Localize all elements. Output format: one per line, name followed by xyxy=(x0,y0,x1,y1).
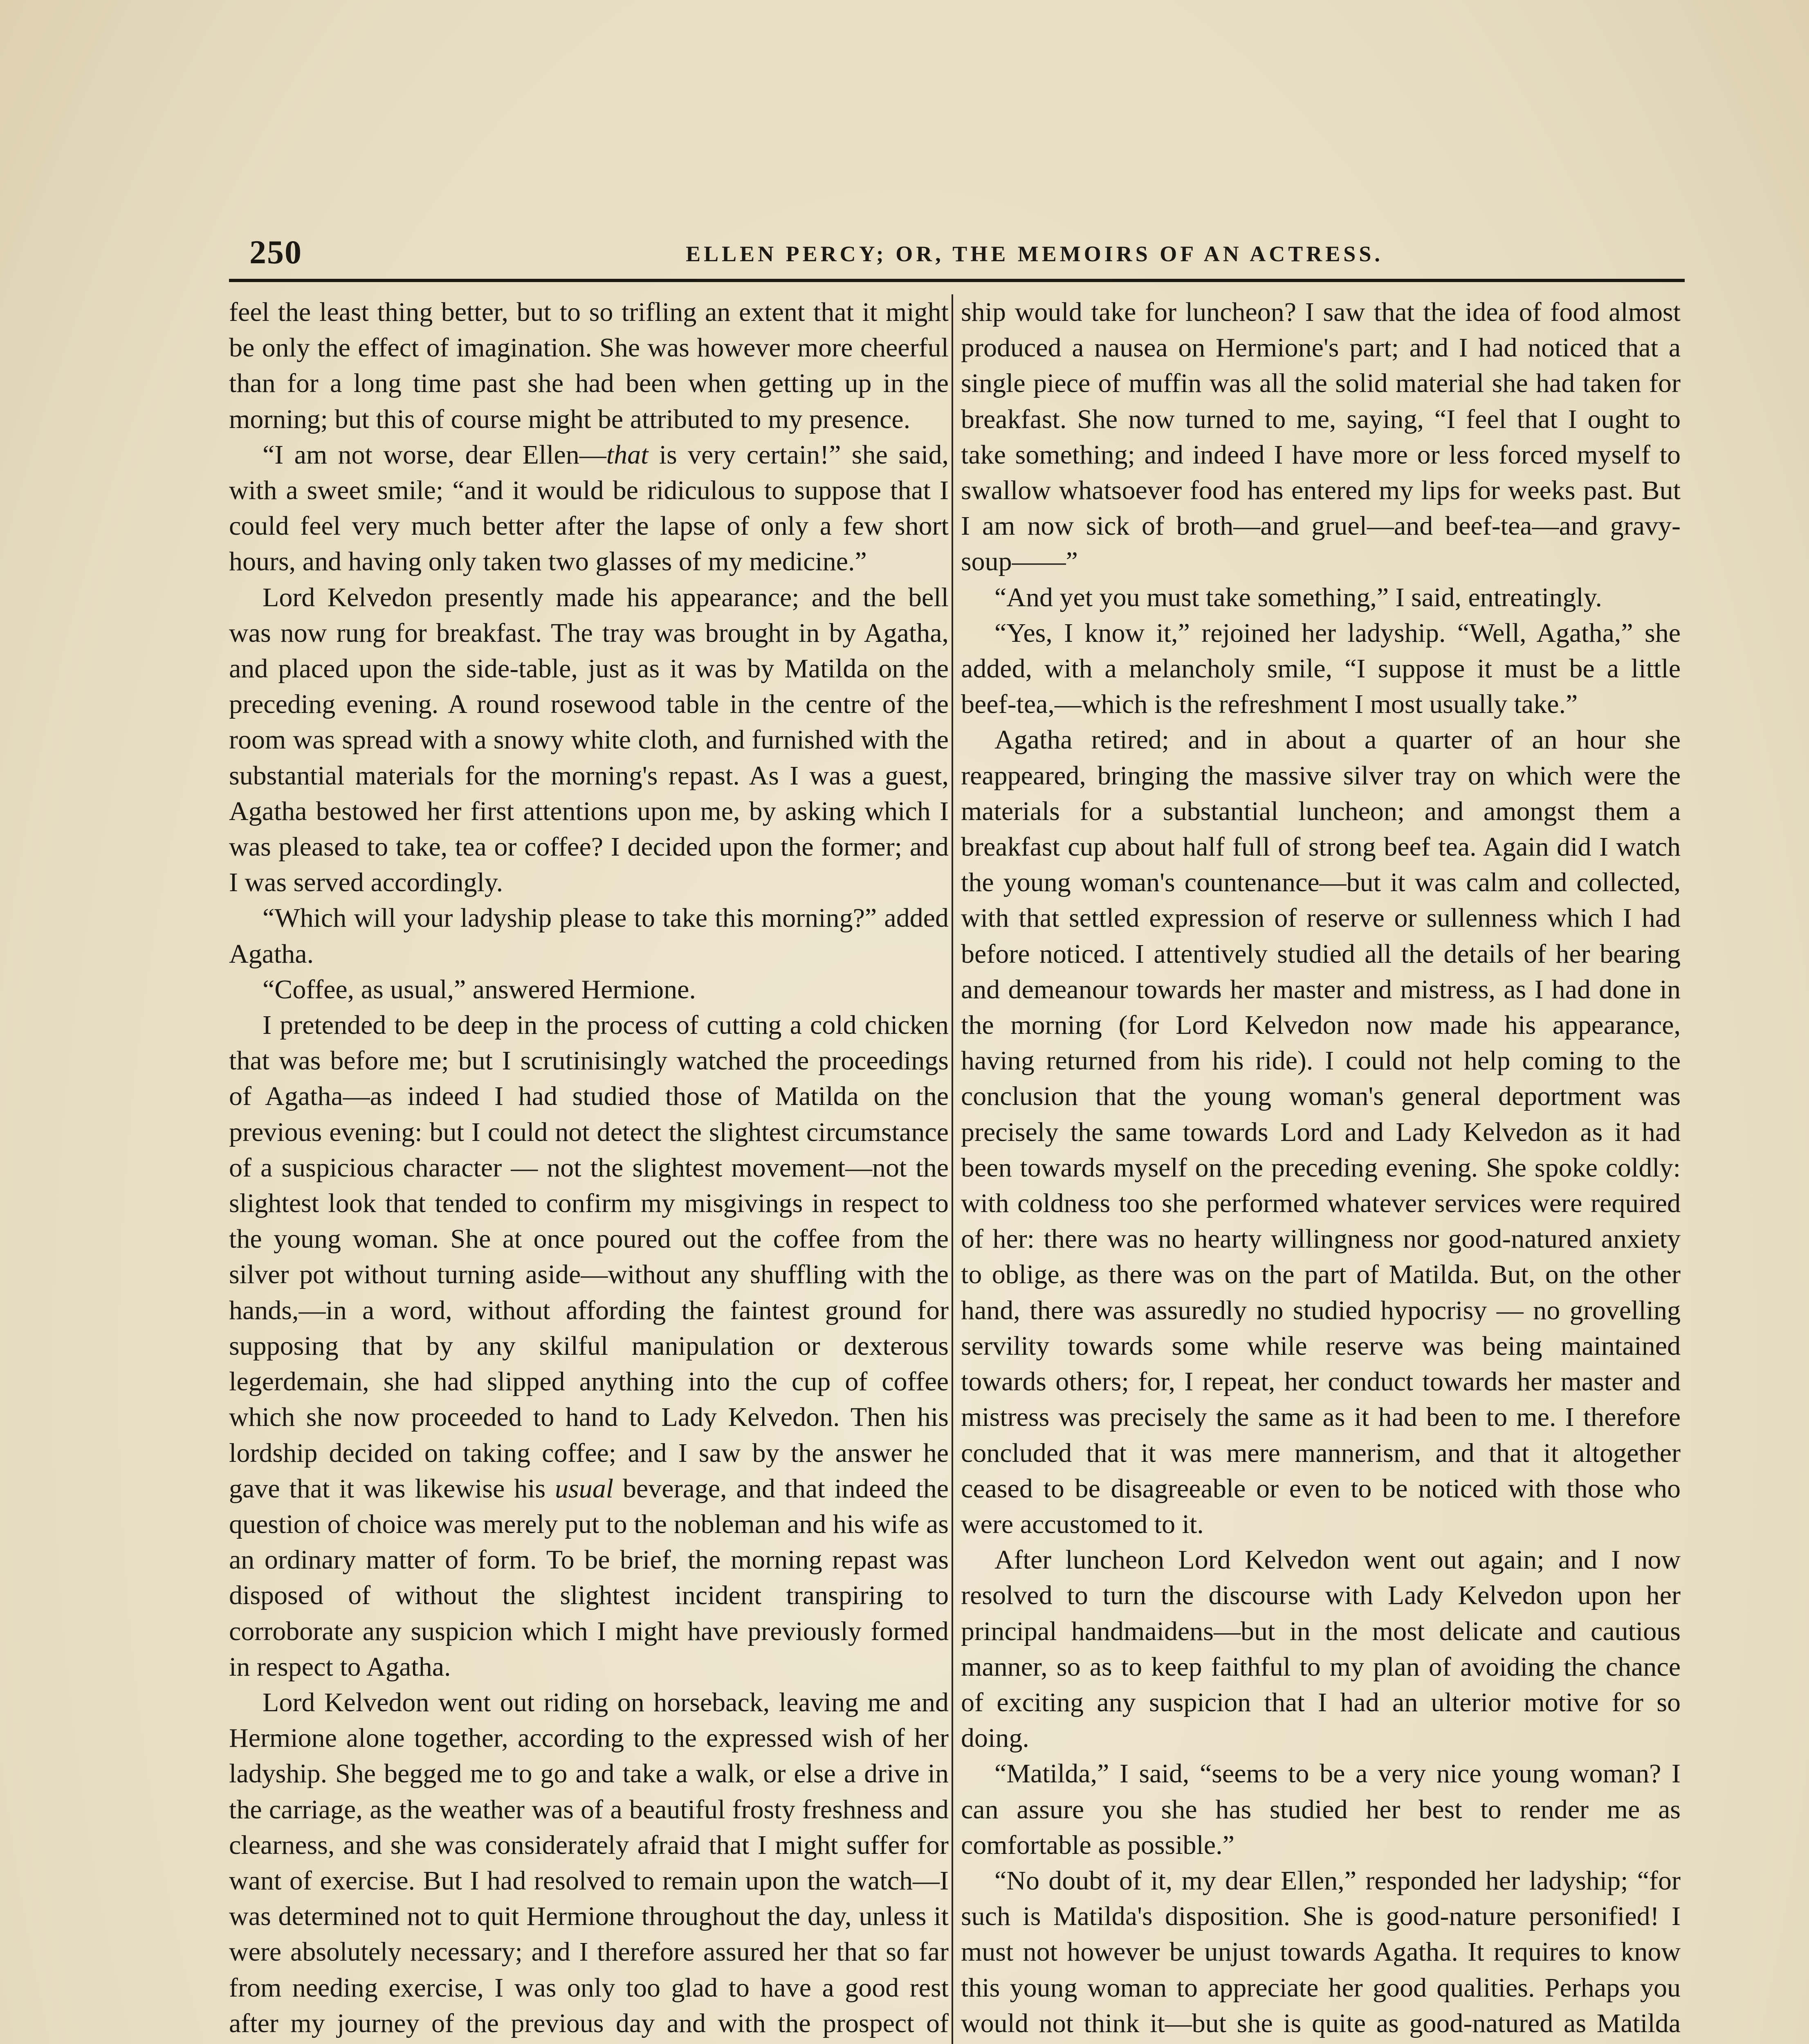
column-divider xyxy=(952,294,953,2044)
paragraph: ship would take for luncheon? I saw that the idea of food almost produced a nausea on Hermione's part; and I had noticed that a single piece of muffin was all the solid material she had taken for breakfast. She now turned to me, saying, “I feel that I ought to take something; and indeed I have more or less forced myself to swallow whatsoever food has entered my lips for weeks past. But I am now sick of broth—and gruel—and beef-tea—and gravy-soup——” xyxy=(961,297,1681,577)
paragraph: “Yes, I know it,” rejoined her ladyship. “Well, Agatha,” she added, with a melancholy smile, “I suppose it must be a little beef-tea,—which is the refreshment I most usually take.” xyxy=(961,618,1681,719)
paragraph xyxy=(229,437,949,580)
paragraph: “Matilda,” I said, “seems to be a very nice young woman? I can assure you she has studied her best to render me as comfortable as possible.” xyxy=(961,1759,1681,1860)
italic-text: usual xyxy=(555,1473,614,1504)
paragraph: Lord Kelvedon went out riding on horseback, leaving me and Hermione alone together, according to the expressed wish of her ladyship. She begged me to go and take a walk, or else a drive in the carriage, as the weather was of a beautiful frosty freshness and clearness, and she was considerately afraid that I might suffer for want of exercise. But I had resolved to remain upon the watch—I was determined not to quit Hermione throughout the day, unless it were absolutely necessary; and I therefore assured her that so far from needing exercise, I was only too glad to have a good rest after my journey of the previous day and with the prospect of xyxy=(229,1687,949,2038)
paragraph: “Coffee, as usual,” answered Hermione. xyxy=(263,974,696,1004)
text-run: I pretended to be deep in the process of cutting a cold chicken that was before me; but I scrutinisingly watched the proceedings of Agatha—as indeed I had studied those of Matilda on the previous evening: but I could not detect the slightest circumstance of a suspicious character — not the slightest movement—not the slightest look that tended to confirm my misgivings in respect to the young woman. She at once poured out the coffee from the silver pot without turning aside—without any shuffling with the hands,—in a word, without affording the faintest ground for supposing that by any skilful manipulation or dexterous legerdemain, she had slipped anything into the cup of coffee which she now proceeded to hand to Lady Kelvedon. Then his lordship decided on taking coffee; and I saw by the answer he gave that it was likewise his xyxy=(229,1010,949,1504)
page-header xyxy=(229,229,1685,274)
paragraph: Lord Kelvedon presently made his appearance; and the bell was now rung for breakfast. The tray was brought in by Agatha, and placed upon the side-table, just as it was by Matilda on the preceding evening. A round rosewood table in the centre of the room was spread with a snowy white cloth, and furnished with the substantial materials for the morning's repast. As I was a guest, Agatha bestowed her first attentions upon me, by asking which I was pleased to take, tea or coffee? I decided upon the former; and I was served accordingly. xyxy=(229,582,949,898)
running-title: ELLEN PERCY; OR, THE MEMOIRS OF AN ACTRESS. xyxy=(686,242,1383,266)
page-number: 250 xyxy=(249,233,302,271)
header-rule xyxy=(229,279,1685,282)
paragraph: After luncheon Lord Kelvedon went out again; and I now resolved to turn the discourse with Lady Kelvedon upon her principal handmaidens—but in the most delicate and cautious manner, so as to keep faithful to my plan of avoiding the chance of exciting any suspicion that I had an ulterior motive for so doing. xyxy=(961,1545,1681,1753)
text-run: “I am not worse, dear Ellen— xyxy=(263,439,606,470)
paragraph: “No doubt of it, my dear Ellen,” responded her ladyship; “for such is Matilda's disposition. She is good-nature personified! I must not however be unjust towards Agatha. It requires to know this young woman to appreciate her good qualities. Perhaps you would not think it—but she is quite as good-natured as Matilda xyxy=(961,1865,1681,2038)
italic-text: that xyxy=(606,439,649,470)
paragraph xyxy=(229,1007,949,1685)
left-column xyxy=(229,294,949,2044)
paragraph: “Which will your ladyship please to take this morning?” added Agatha. xyxy=(229,903,949,969)
paragraph: feel the least thing better, but to so trifling an extent that it might be only the effect of imagination. She was however more cheerful than for a long time past she had been when getting up in the morning; but this of course might be attributed to my presence. xyxy=(229,297,949,434)
text-run: is very certain!” she said, with a sweet smile; “and it would be ridiculous to suppose that I could feel very much better after the lapse of only a few short hours, and having only taken two glasses of my medicine.” xyxy=(229,439,949,577)
paragraph: Agatha retired; and in about a quarter of an hour she reappeared, bringing the massive silver tray on which were the materials for a substantial luncheon; and amongst them a breakfast cup about half full of strong beef tea. Again did I watch the young woman's countenance—but it was calm and collected, with that settled expression of reserve or sullenness which I had before noticed. I attentively studied all the details of her bearing and demeanour towards her master and mistress, as I had done in the morning (for Lord Kelvedon now made his appearance, having returned from his ride). I could not help coming to the conclusion that the young woman's general deportment was precisely the same towards Lord and Lady Kelvedon as it had been towards myself on the preceding evening. She spoke coldly: with coldness too she performed whatever services were required of her: there was no hearty willingness nor good-natured anxiety to oblige, as there was on the part of Matilda. But, on the other hand, there was assuredly no studied hypocrisy — no grovelling servility towards some while reserve was being maintained towards others; for, I repeat, her conduct towards her master and mistress was precisely the same as it had been to me. I therefore concluded that it was mere mannerism, and that it altogether ceased to be disagreeable or even to be noticed with those who were accustomed to it. xyxy=(961,725,1681,1539)
right-column xyxy=(961,294,1681,2044)
paragraph: “And yet you must take something,” I said, entreatingly. xyxy=(994,582,1602,612)
text-run: beverage, and that indeed the question of choice was merely put to the nobleman and his wife as an ordinary matter of form. To be brief, the morning repast was disposed of without the slightest incident transpiring to corroborate any suspicion which I might have previously formed in respect to Agatha. xyxy=(229,1473,949,1682)
